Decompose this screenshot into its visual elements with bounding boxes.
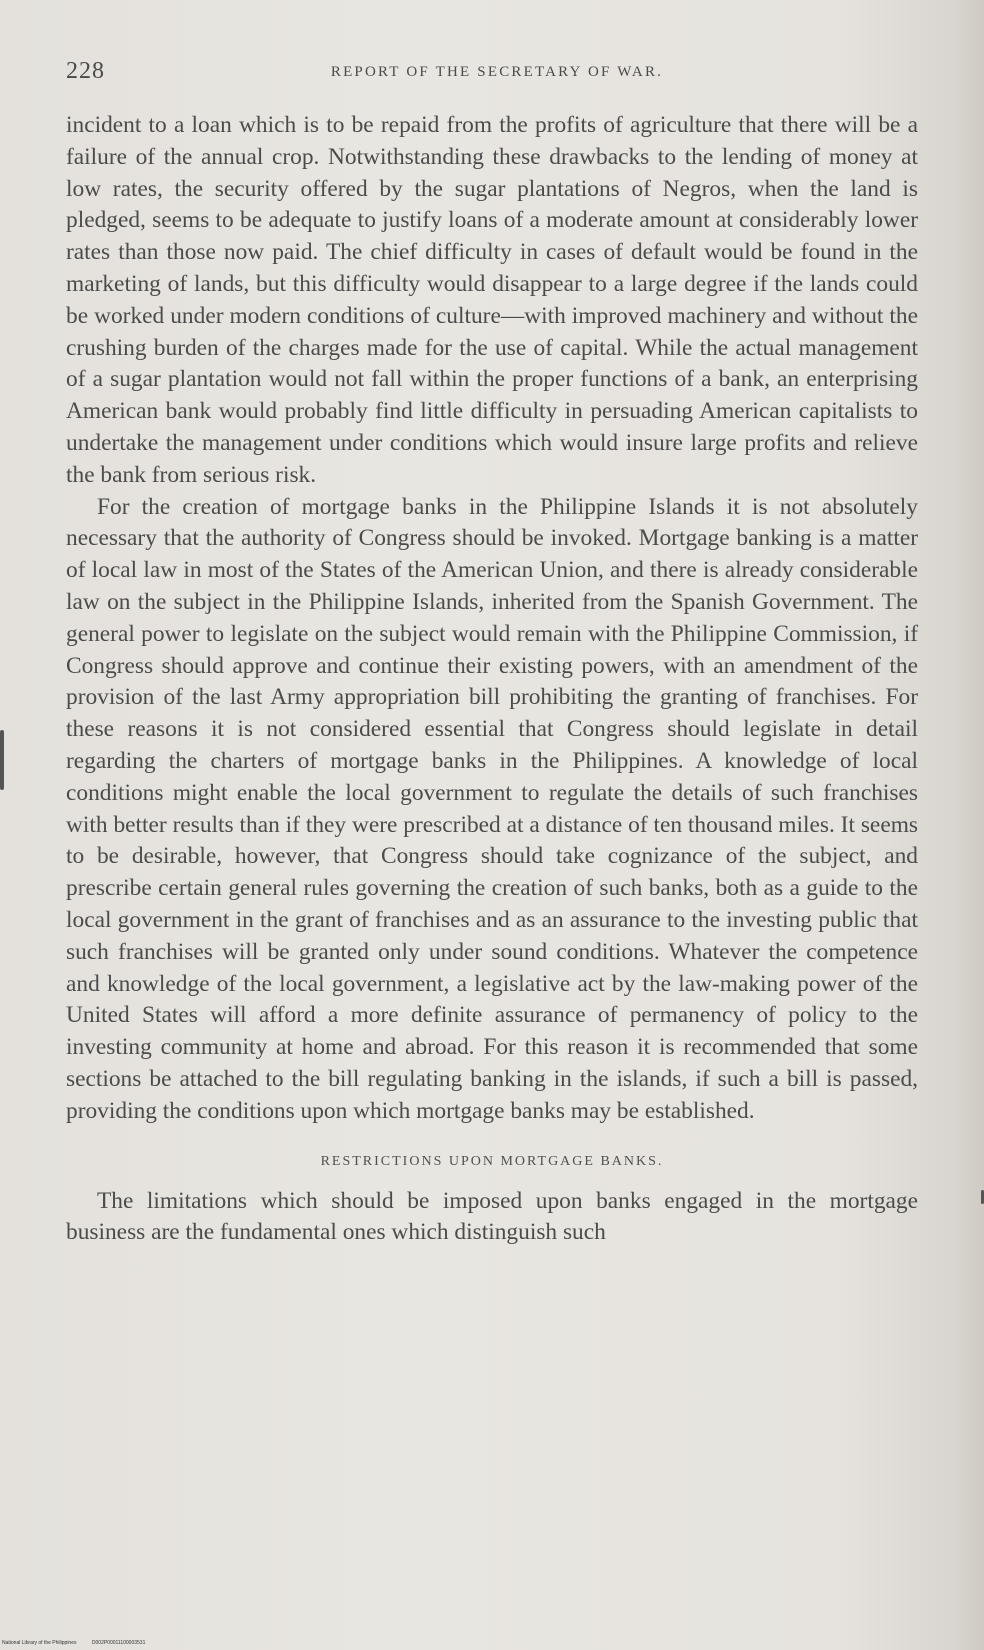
scan-footer (2, 1640, 145, 1646)
running-head: REPORT OF THE SECRETARY OF WAR. (330, 64, 664, 80)
scan-edge-mark (0, 730, 4, 790)
body-text (66, 110, 918, 1249)
page-number: 228 (66, 58, 105, 84)
section-heading: RESTRICTIONS UPON MORTGAGE BANKS. (320, 1153, 664, 1169)
paragraph-continued: incident to a loan which is to be repaid from the profits of agriculture that there will be a failure of the annual crop. Notwithstanding these drawbacks to the lending of money at low rates, the security offered by the sugar plantations of Negros, when the land is pledged, seems to be adequate to justify loans of a moderate amount at considerably lower rates than those now paid. The chief difficulty in cases of default would be found in the marketing of lands, but this difficulty would disappear to a large degree if the lands could be worked under modern conditions of culture—with improved machinery and without the crushing burden of the charges made for the use of capital. While the actual management of a sugar plantation would not fall within the proper functions of a bank, an enterprising American bank would probably find little difficulty in persuading American capitalists to undertake the management under conditions which would insure large profits and relieve the bank from serious risk. (66, 112, 918, 488)
paragraph: For the creation of mortgage banks in the Philippine Islands it is not absolutely necessary that the authority of Congress should be invoked. Mortgage banking is a matter of local law in most of the States of the American Union, and there is already considerable law on the subject in the Philippine Islands, inherited from the Spanish Government. The general power to legislate on the subject would remain with the Philippine Commission, if Congress should approve and continue their existing powers, with an amendment of the provision of the last Army appropriation bill prohibiting the granting of franchises. For these reasons it is not considered essential that Congress should legislate in detail regarding the charters of mortgage banks in the Philippines. A knowledge of local conditions might enable the local government to regulate the details of such franchises with better results than if they were prescribed at a distance of ten thousand miles. It seems to be desirable, however, that Congress should take cognizance of the subject, and prescribe certain general rules governing the creation of such banks, both as a guide to the local government in the grant of franchises and as an assurance to the investing public that such franchises will be granted only under sound conditions. Whatever the competence and knowledge of the local government, a legislative act by the law-making power of the United States will afford a more definite assurance of permanency of policy to the investing community at home and abroad. For this reason it is recommended that some sections be attached to the bill regulating banking in the islands, if such a bill is passed, providing the conditions upon which mortgage banks may be established. (66, 493, 918, 1124)
paragraph: The limitations which should be imposed upon banks engaged in the mortgage business are the fundamental ones which distinguish such (66, 1187, 918, 1246)
footer-source: National Library of the Philippines (2, 1640, 77, 1646)
page-header (66, 58, 928, 90)
footer-code: D002P00011100003531 (91, 1640, 146, 1646)
